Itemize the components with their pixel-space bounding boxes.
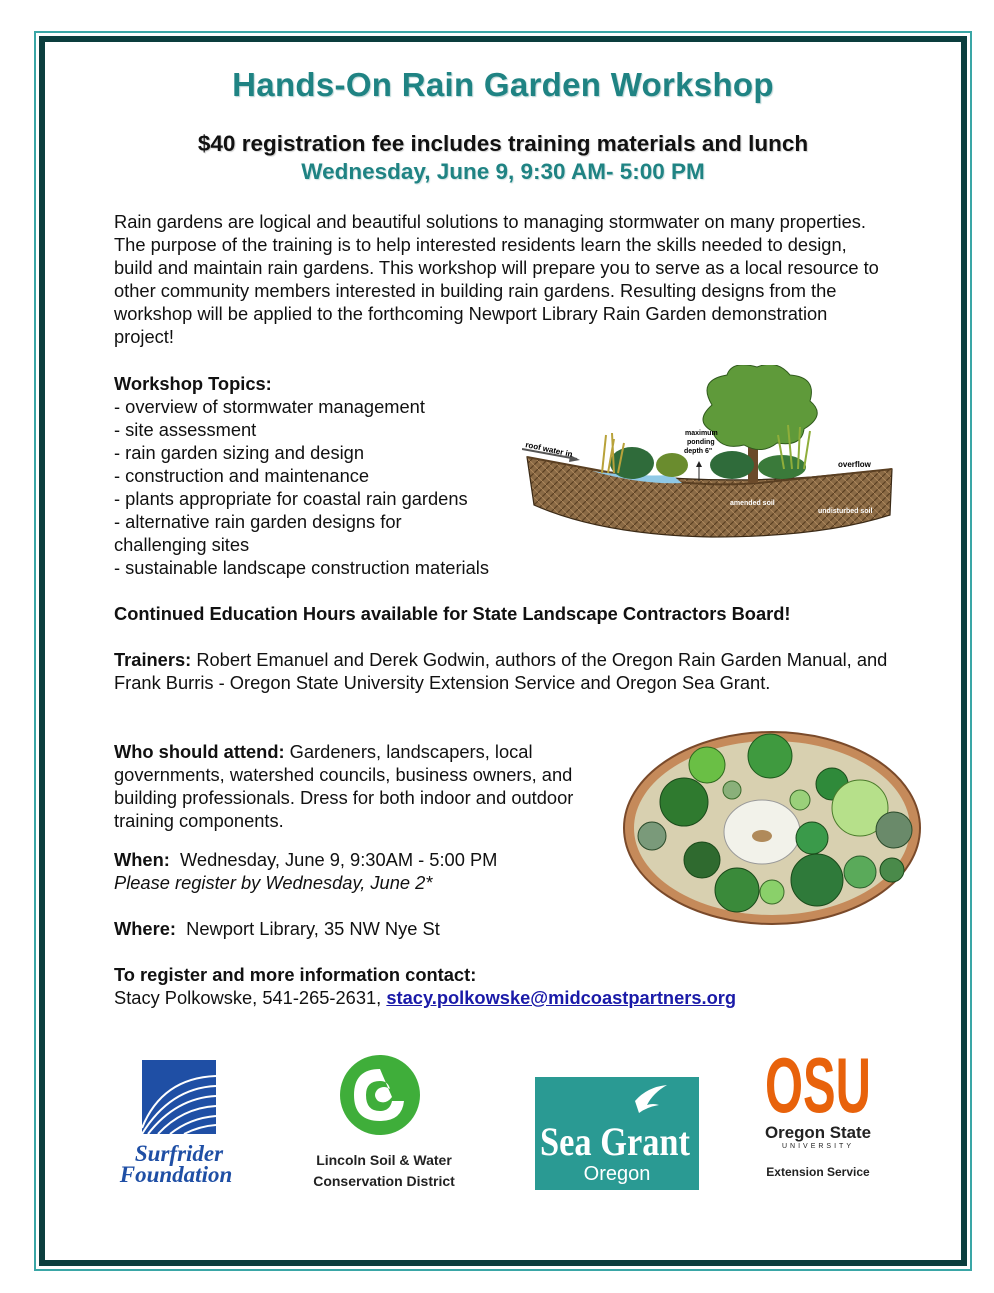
topic-item: - plants appropriate for coastal rain gardens [114,488,468,509]
where-label: Where: [114,918,176,939]
osu-extension-logo [758,1040,878,1185]
surfrider-logo-text: Foundation [119,1162,233,1187]
diagram-label-ponding: maximum [685,430,718,437]
contact-text: Stacy Polkowske, 541-265-2631, [114,987,387,1008]
topic-item: - rain garden sizing and design [114,442,365,463]
intro-paragraph: Rain gardens are logical and beautiful solutions to managing stormwater on many properties. The purpose of the training is to help interested residents learn the skills needed to design, build and maintain rain gardens. This workshop will prepare you to serve as a local resource to other community members interested in building rain gardens. Resulting designs from the workshop will be applied to the forthcoming Newport Library Rain Garden demonstration project! [114,211,879,347]
continued-education-note: Continued Education Hours available for State Landscape Contractors Board! [114,603,791,624]
topic-item: - alternative rain garden designs for challenging sites [114,511,402,555]
surfrider-logo-text: Surfrider [134,1141,224,1166]
trainers-label: Trainers: [114,649,192,670]
trainers-text: Robert Emanuel and Derek Godwin, authors of the Oregon Rain Garden Manual, and Frank Burris - Oregon State University Extension Service and Oregon Sea Grant. [114,649,888,693]
register-label: To register and more information contact: [114,964,477,985]
trainers-paragraph [114,648,904,694]
topics-heading: Workshop Topics: [114,373,272,394]
register-deadline: Please register by Wednesday, June 2* [114,872,433,893]
who-label: Who should attend: [114,741,285,762]
topic-item: - site assessment [114,419,257,440]
topic-item: - construction and maintenance [114,465,370,486]
contact-email-link[interactable]: stacy.polkowske@midcoastpartners.org [386,987,737,1008]
seagrant-logo-text: Oregon [583,1163,651,1185]
event-date: Wednesday, June 9, 9:30 AM- 5:00 PM [301,159,705,184]
diagram-label-ponding: ponding [687,439,715,446]
when-text: Wednesday, June 9, 9:30AM - 5:00 PM [169,849,498,870]
when-paragraph [114,848,634,894]
diagram-label-roof-water: roof water in [524,440,574,459]
where-text: Newport Library, 35 NW Nye St [175,918,440,939]
topics-list [114,395,534,579]
osu-logo-text: UNIVERSITY [781,1143,855,1150]
osu-logo-text: Oregon State [765,1123,871,1142]
who-text: Gardeners, landscapers, local governments, watershed councils, business owners, and building professionals. Dress for both indoor and outdoor training components. [114,741,574,831]
topic-item: - overview of stormwater management [114,396,425,417]
osu-logo-text: Extension Service [766,1165,870,1179]
oregon-sea-grant-logo [535,1077,699,1190]
flyer-title: Hands-On Rain Garden Workshop [232,66,774,103]
diagram-label-amended-soil: amended soil [730,500,775,507]
lincoln-logo-text: Lincoln Soil & Water [316,1152,452,1168]
where-paragraph [114,917,634,940]
lincoln-logo-text: Conservation District [313,1173,455,1189]
diagram-label-undisturbed-soil: undisturbed soil [818,508,873,515]
surfrider-logo [112,1058,247,1188]
register-paragraph [114,963,874,1009]
osu-logo-mark: OSU [765,1041,871,1129]
diagram-label-ponding: depth 6" [684,448,713,455]
rain-garden-plan-illustration [612,720,934,930]
seagrant-logo-text: Sea Grant [540,1119,691,1164]
topic-item: - sustainable landscape construction materials [114,557,489,578]
who-paragraph [114,740,594,832]
rain-garden-cross-section [522,365,896,543]
diagram-label-overflow: overflow [838,460,871,469]
lincoln-swcd-logo [300,1055,475,1195]
registration-fee: $40 registration fee includes training materials and lunch [197,131,809,156]
when-label: When: [114,849,170,870]
